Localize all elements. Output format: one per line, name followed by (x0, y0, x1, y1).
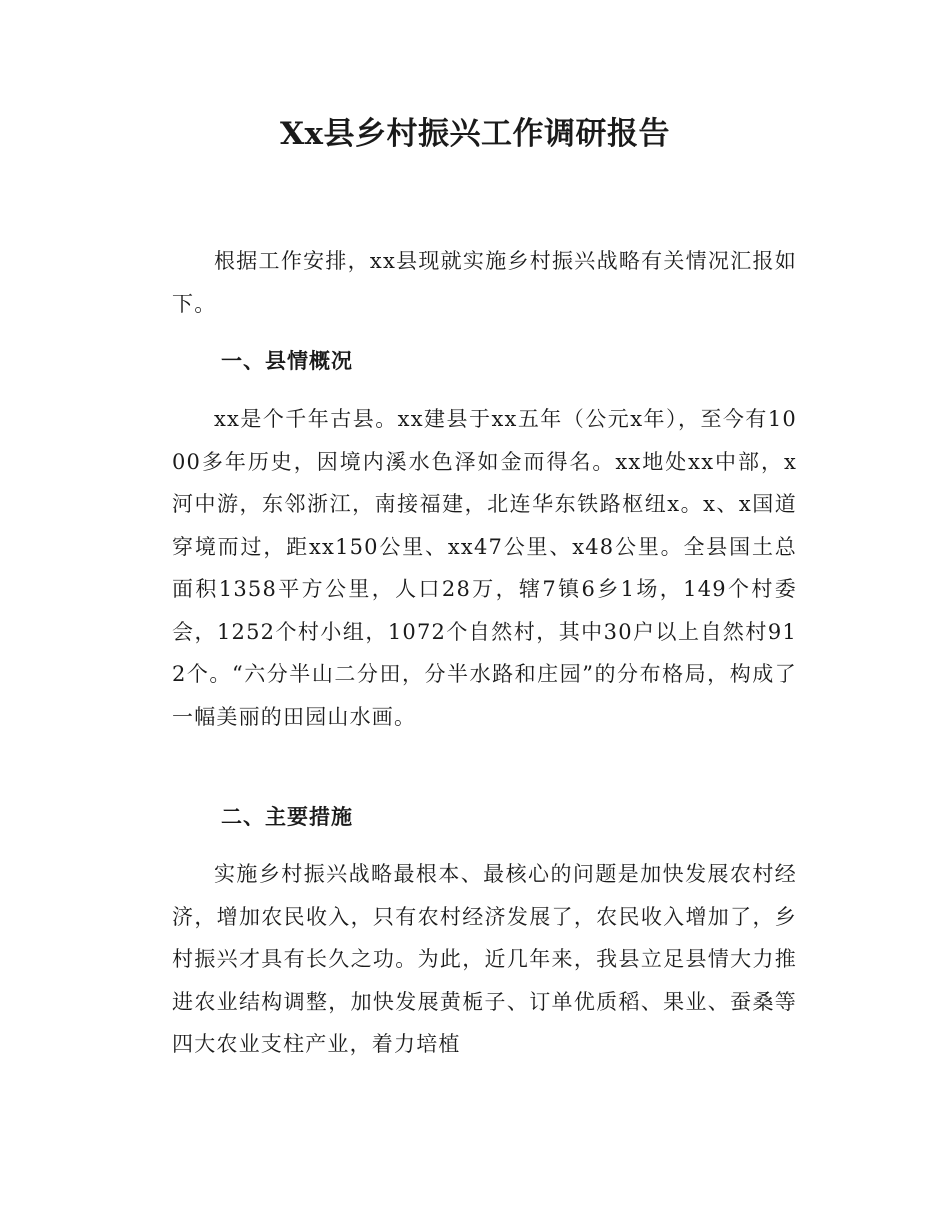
intro-paragraph: 根据工作安排，xx县现就实施乡村振兴战略有关情况汇报如下。 (172, 249, 797, 316)
main-measures-paragraph: 实施乡村振兴战略最根本、最核心的问题是加快发展农村经济，增加农民收入，只有农村经济发展了，农民收入增加了，乡村振兴才具有长久之功。为此，近几年来，我县立足县情大力推进农业结构调整，加快发展黄栀子、订单优质稻、果业、蚕桑等四大农业支柱产业，着力培植 (172, 862, 797, 1056)
section-heading-main-measures: 二、主要措施 (221, 805, 353, 829)
section-heading-county-overview: 一、县情概况 (221, 349, 353, 373)
document-title: Xx县乡村振兴工作调研报告 (279, 116, 671, 152)
county-overview-paragraph: xx是个千年古县。xx建县于xx五年（公元x年），至今有1000多年历史，因境内溪水色泽如金而得名。xx地处xx中部，x河中游，东邻浙江，南接福建，北连华东铁路枢纽x。x、x国道穿境而过，距xx150公里、xx47公里、x48公里。全县国土总面积1358平方公里，人口28万，辖7镇6乡1场，149个村委会，1252个村小组，1072个自然村，其中30户以上自然村912个。“六分半山二分田，分半水路和庄园”的分布格局，构成了一幅美丽的田园山水画。 (172, 407, 797, 729)
